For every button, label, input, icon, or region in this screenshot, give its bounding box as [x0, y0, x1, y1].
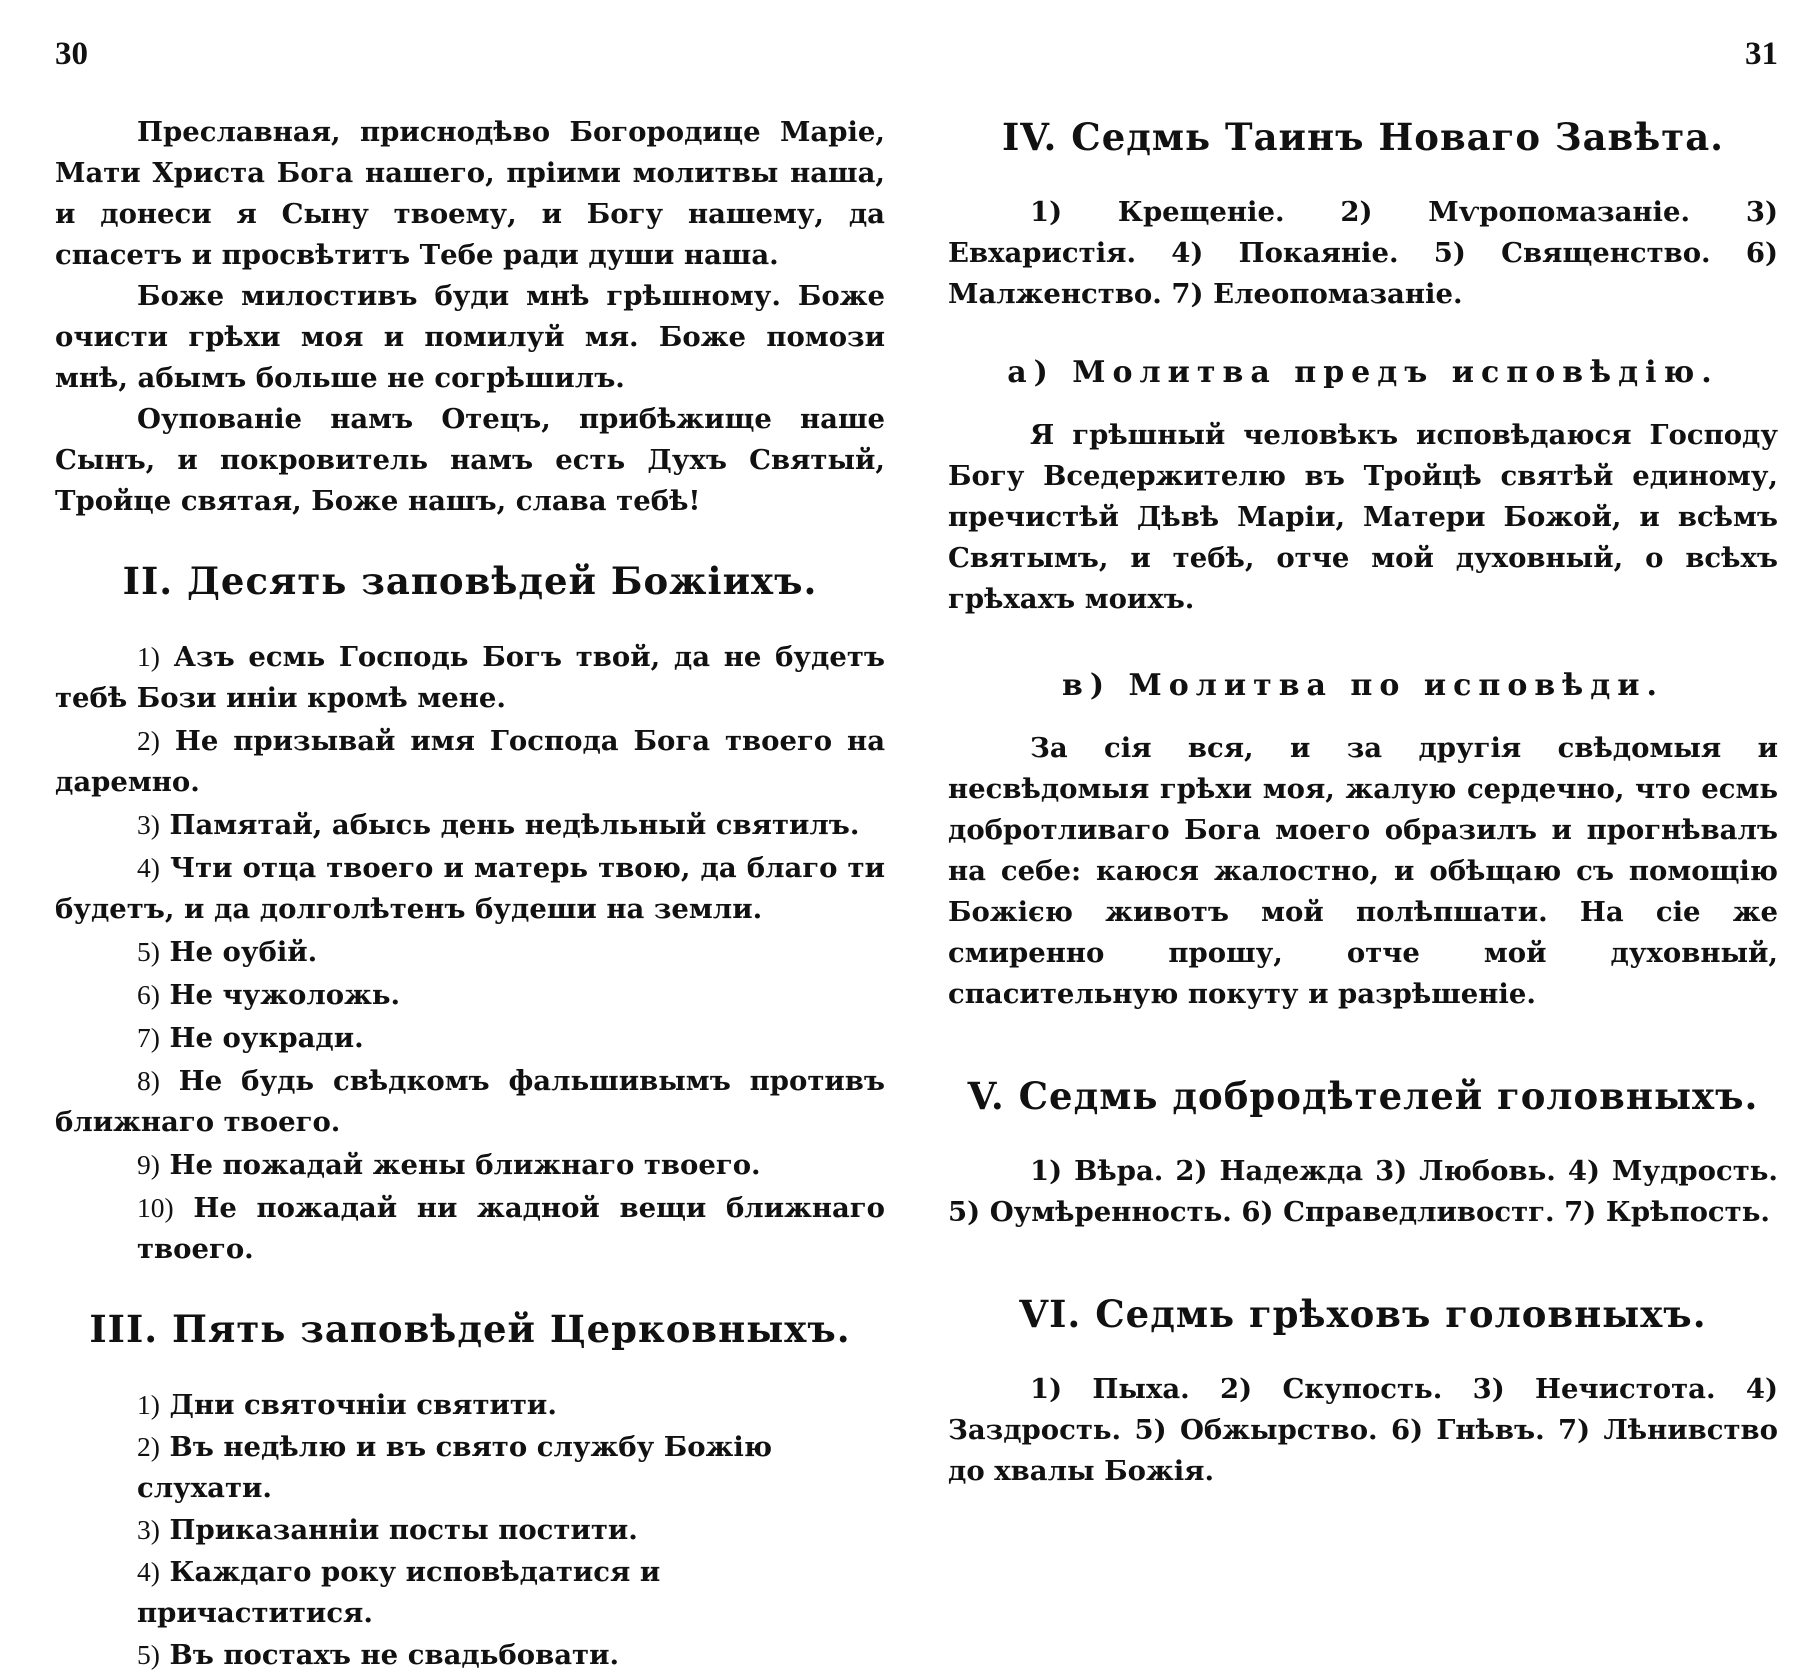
item-text: Каждаго року исповѣдатися и причаститися.	[137, 1556, 661, 1629]
church-commandment-item	[137, 1551, 885, 1634]
item-text: Дни святочніи святити.	[169, 1389, 557, 1421]
left-page-column	[55, 112, 885, 1676]
item-text: Въ недѣлю и въ свято службу Божію слухати.	[137, 1431, 773, 1504]
church-commandment-item	[137, 1509, 885, 1551]
commandment-item	[55, 1060, 885, 1143]
section-title-virtues: V. Седмь добродѣтелей головныхъ.	[967, 1074, 1759, 1118]
item-number: 6)	[137, 979, 160, 1010]
commandment-item	[55, 1017, 885, 1059]
prayer-after-confession: За сія вся, и за другія свѣдомыя и несвѣдомыя грѣхи моя, жалую сердечно, что есмь добротливаго Бога моего образилъ и прогнѣвалъ на себе: каюся жалостно, и обѣщаю съ помощію Божією животъ мой полѣпшати. На сіе же смиренно прошу, отче мой духовный, спасительную покуту и разрѣшеніе.	[948, 732, 1778, 1010]
commandment-item	[55, 1144, 885, 1186]
item-number: 5)	[137, 1639, 160, 1670]
item-text: Приказанніи посты постити.	[169, 1514, 638, 1546]
item-text: Не призывай имя Господа Бога твоего на даремно.	[55, 725, 886, 798]
commandment-item	[55, 804, 885, 846]
commandment-item	[55, 847, 885, 930]
page-number-left: 30	[55, 36, 88, 72]
item-number: 2)	[137, 725, 160, 756]
sacraments-list: 1) Крещеніе. 2) Мѵропомазаніе. 3) Евхаристія. 4) Покаяніе. 5) Священство. 6) Малженство. 7) Елеопомазаніе.	[948, 196, 1778, 310]
commandment-item	[55, 1187, 885, 1270]
item-number: 3)	[137, 1514, 160, 1545]
item-text: Чти отца твоего и матерь твою, да благо ти будетъ, и да долголѣтенъ будеши на земли.	[55, 852, 885, 925]
item-text: Не оубій.	[169, 936, 318, 968]
item-text: Не будь свѣдкомъ фальшивымъ противъ ближнаго твоего.	[55, 1065, 885, 1138]
commandment-item	[55, 931, 885, 973]
right-page	[948, 0, 1778, 1500]
item-text: Не чужоложь.	[169, 979, 401, 1011]
prayer-before-confession: Я грѣшный человѣкъ исповѣдаюся Господу Богу Вседержителю въ Тройцѣ святѣй единому, пречистѣй Дѣвѣ Маріи, Матери Божой, и всѣмъ Святымъ, и тебѣ, отче мой духовный, о всѣхъ грѣхахъ моихъ.	[948, 419, 1778, 615]
item-number: 10)	[137, 1192, 174, 1223]
item-number: 4)	[137, 852, 160, 883]
item-number: 4)	[137, 1556, 160, 1587]
item-number: 9)	[137, 1149, 160, 1180]
section-title-sacraments: IV. Седмь Таинъ Новаго Завѣта.	[1001, 115, 1725, 159]
commandment-item	[55, 720, 885, 803]
section-title-ten-commandments: II. Десять заповѣдей Божіихъ.	[122, 559, 818, 603]
item-number: 1)	[137, 1389, 160, 1420]
item-number: 1)	[137, 641, 160, 672]
subtitle-prayer-after-confession: в) Молитва по исповѣди.	[1062, 668, 1664, 703]
section-title-church-commandments: III. Пять заповѣдей Церковныхъ.	[89, 1307, 851, 1351]
item-text: Въ постахъ не свадьбовати.	[169, 1639, 620, 1671]
subtitle-prayer-before-confession: а) Молитва предъ исповѣдію.	[1007, 355, 1719, 390]
item-text: Азъ есмь Господь Богъ твой, да не будетъ тебѣ Бози иніи кромѣ мене.	[55, 641, 885, 714]
section-title-sins: VI. Седмь грѣховъ головныхъ.	[1019, 1292, 1707, 1336]
item-number: 3)	[137, 809, 160, 840]
church-commandment-item	[137, 1634, 885, 1676]
item-number: 2)	[137, 1431, 160, 1462]
prayer-paragraph: Боже милостивъ буди мнѣ грѣшному. Боже очисти грѣхи моя и помилуй мя. Боже помози мнѣ, абымъ больше не согрѣшилъ.	[55, 280, 885, 394]
item-number: 7)	[137, 1022, 160, 1053]
item-text: Не оукради.	[169, 1022, 364, 1054]
right-page-column	[948, 112, 1778, 1492]
church-commandment-item	[137, 1384, 885, 1426]
item-text: Не пожадай жены ближнаго твоего.	[169, 1149, 761, 1181]
item-text: Не пожадай ни жадной вещи ближнаго твоего.	[137, 1192, 886, 1265]
prayer-paragraph: Преславная, приснодѣво Богородице Маріе, Мати Христа Бога нашего, пріими молитвы наша, и донеси я Сыну твоему, и Богу нашему, да спасетъ и просвѣтитъ Тебе ради души наша.	[55, 116, 885, 271]
left-page	[55, 0, 886, 1671]
virtues-list: 1) Вѣра. 2) Надежда 3) Любовь. 4) Мудрость. 5) Оумѣренность. 6) Справедливостг. 7) Крѣпость.	[948, 1155, 1778, 1228]
church-commandment-item	[137, 1426, 885, 1509]
commandment-item	[55, 974, 885, 1016]
prayer-paragraph: Оупованіе намъ Отецъ, прибѣжище наше Сынъ, и покровитель намъ есть Духъ Святый, Тройце святая, Боже нашъ, слава тебѣ!	[55, 403, 885, 517]
sins-list: 1) Пыха. 2) Скупость. 3) Нечистота. 4) Заздрость. 5) Обжырство. 6) Гнѣвъ. 7) Лѣнивство до хвалы Божія.	[948, 1373, 1778, 1487]
commandment-item	[55, 636, 885, 719]
item-text: Памятай, абысь день недѣльный святилъ.	[169, 809, 860, 841]
page-number-right: 31	[1745, 36, 1778, 72]
item-number: 5)	[137, 936, 160, 967]
item-number: 8)	[137, 1065, 160, 1096]
